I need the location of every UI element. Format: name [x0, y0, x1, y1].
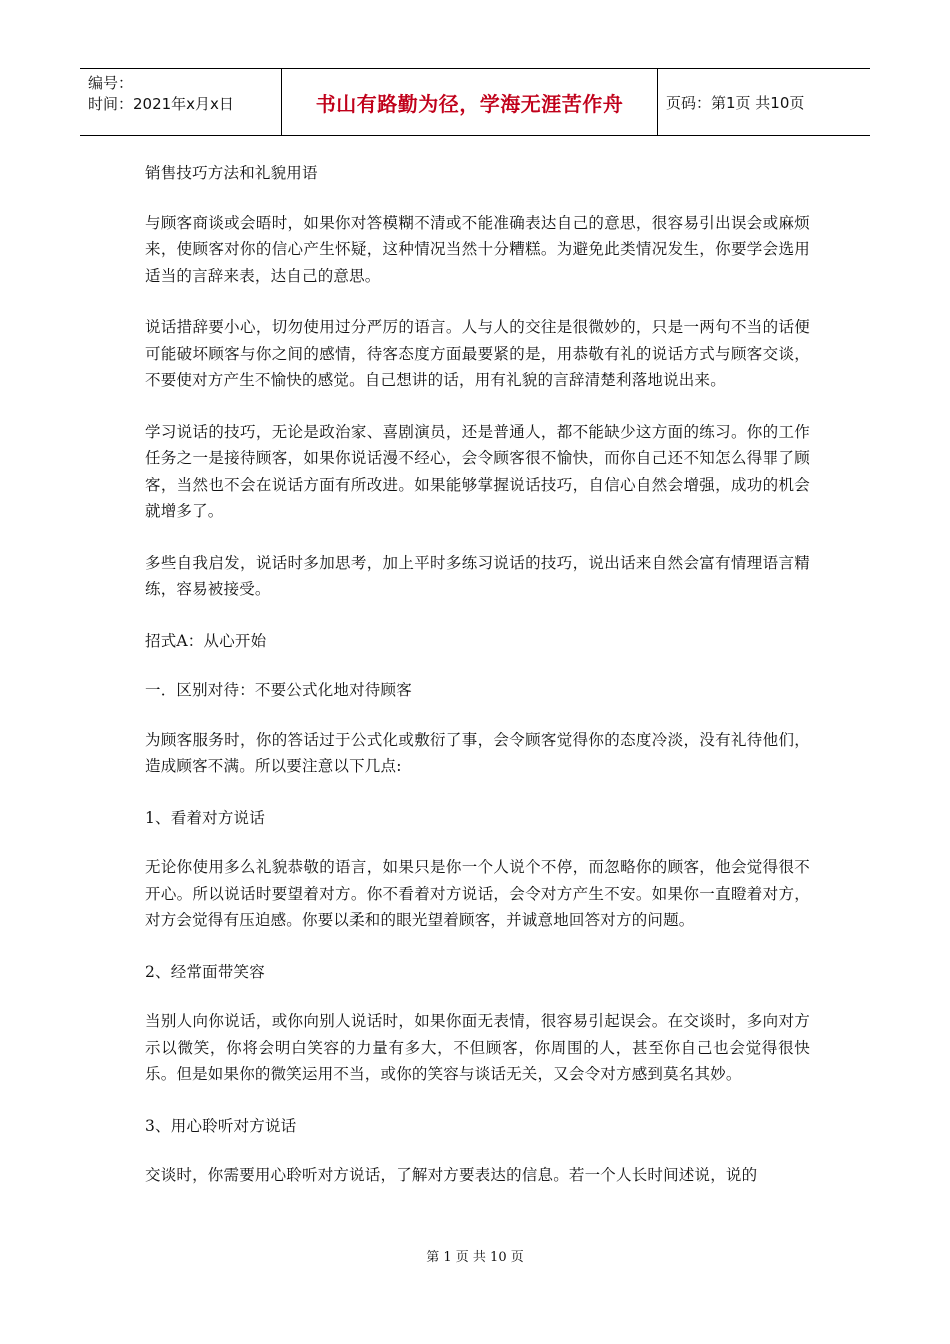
section-heading: 招式A：从心开始 — [145, 631, 267, 650]
section-heading: 一．区别对待：不要公式化地对待顾客 — [145, 681, 412, 699]
paragraph: 当别人向你说话，或你向别人说话时，如果你面无表情，很容易引起误会。在交谈时，多向对方示以微笑，你将会明白笑容的力量有多大，不但顾客，你周围的人，甚至你自己也会觉得很快乐。但是如果你的微笑运用不当，或你的笑容与谈话无关，又会令对方感到莫名其妙。 — [145, 1012, 810, 1083]
paragraph: 多些自我启发，说话时多加思考，加上平时多练习说话的技巧，说出话来自然会富有情理语言精练，容易被接受。 — [145, 553, 810, 598]
paragraph: 与顾客商谈或会晤时，如果你对答模糊不清或不能准确表达自己的意思，很容易引出误会或麻烦来，使顾客对你的信心产生怀疑，这种情况当然十分糟糕。为避免此类情况发生，你要学会选用适当的言辞来表，达自己的意思。 — [145, 213, 810, 285]
header-left-cell — [80, 69, 282, 135]
document-title: 销售技巧方法和礼貌用语 — [145, 164, 318, 182]
header-page-info: 页码：第1页 共10页 — [666, 93, 805, 112]
subsection-heading: 1、看着对方说话 — [145, 808, 265, 827]
document-body — [145, 160, 810, 1214]
page-footer: 第 1 页 共 10 页 — [426, 1250, 524, 1265]
paragraph: 交谈时，你需要用心聆听对方说话，了解对方要表达的信息。若一个人长时间述说，说的 — [145, 1166, 758, 1184]
paragraph: 无论你使用多么礼貌恭敬的语言，如果只是你一个人说个不停，而忽略你的顾客，他会觉得很不开心。所以说话时要望着对方。你不看着对方说话，会令对方产生不安。如果你一直瞪着对方，对方会觉得有压迫感。你要以柔和的眼光望着顾客，并诚意地回答对方的问题。 — [145, 858, 810, 929]
header-table — [80, 68, 870, 136]
paragraph: 说话措辞要小心，切勿使用过分严厉的语言。人与人的交往是很微妙的，只是一两句不当的话便可能破坏顾客与你之间的感情，待客态度方面最要紧的是，用恭敬有礼的说话方式与顾客交谈，不要使对方产生不愉快的感觉。自己想讲的话，用有礼貌的言辞清楚利落地说出来。 — [145, 318, 810, 389]
subsection-heading: 3、用心聆听对方说话 — [145, 1116, 297, 1135]
subsection-heading: 2、经常面带笑容 — [145, 962, 265, 981]
paragraph: 为顾客服务时，你的答话过于公式化或敷衍了事，会令顾客觉得你的态度冷淡，没有礼待他们，造成顾客不满。所以要注意以下几点: — [145, 730, 810, 775]
document-number-label: 编号： — [88, 74, 134, 92]
header-motto: 书山有路勤为径，学海无涯苦作舟 — [282, 69, 658, 135]
document-time-label: 时间：2021年x月x日 — [88, 95, 234, 113]
paragraph: 学习说话的技巧，无论是政治家、喜剧演员，还是普通人，都不能缺少这方面的练习。你的工作任务之一是接待顾客，如果你说话漫不经心，会令顾客很不愉快，而你自己还不知怎么得罪了顾客，当然也不会在说话方面有所改进。如果能够掌握说话技巧，自信心自然会增强，成功的机会就增多了。 — [145, 422, 810, 520]
